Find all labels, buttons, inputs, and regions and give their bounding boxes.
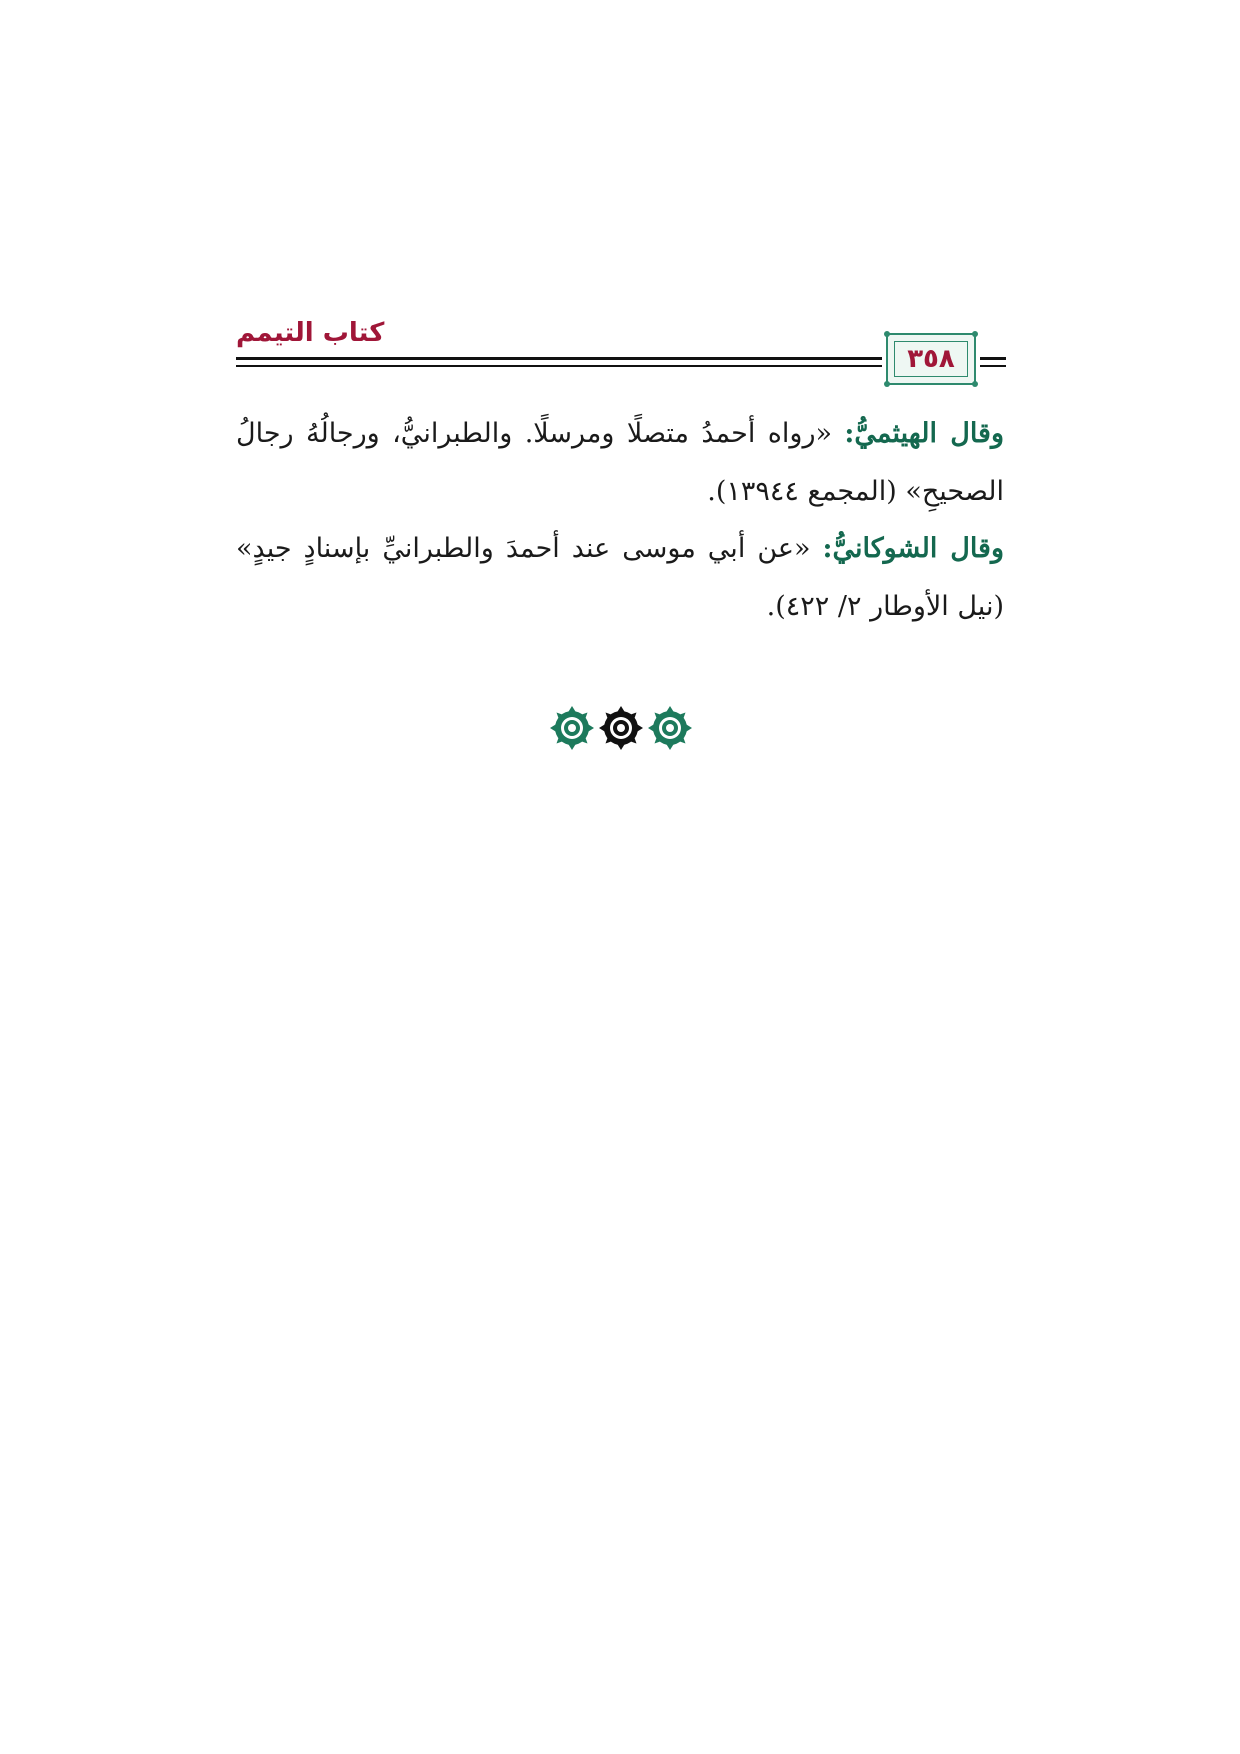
paragraph-text: «رواه أحمدُ متصلًا ومرسلًا. والطبرانيُّ، ورجالُهُ رجالُ الصحيحِ» (المجمع ١٣٩٤٤). [236, 418, 1004, 507]
paragraph-haythami [236, 405, 1004, 521]
header-rule-top [236, 357, 882, 360]
paragraph-shawkani [236, 520, 1004, 636]
flower-ornament-icon [550, 706, 594, 750]
speaker-label: وقال الشوكانيُّ: [822, 533, 1004, 564]
header-rule-right-top [980, 357, 1006, 360]
speaker-label: وقال الهيثميُّ: [844, 418, 1004, 449]
paragraph-text: «عن أبي موسى عند أحمدَ والطبرانيِّ بإسنادٍ جيدٍ» (نيل الأوطار ٢/ ٤٢٢). [236, 533, 1004, 622]
flower-ornament-icon [599, 706, 643, 750]
header-rule-bottom [236, 365, 882, 367]
book-title: كتاب التيمم [236, 318, 385, 348]
header-rule-right-bottom [980, 365, 1006, 367]
flower-ornament-icon [648, 706, 692, 750]
page-number-badge [886, 333, 976, 385]
section-divider-ornament [0, 706, 1240, 750]
page-number: ٣٥٨ [907, 344, 955, 374]
